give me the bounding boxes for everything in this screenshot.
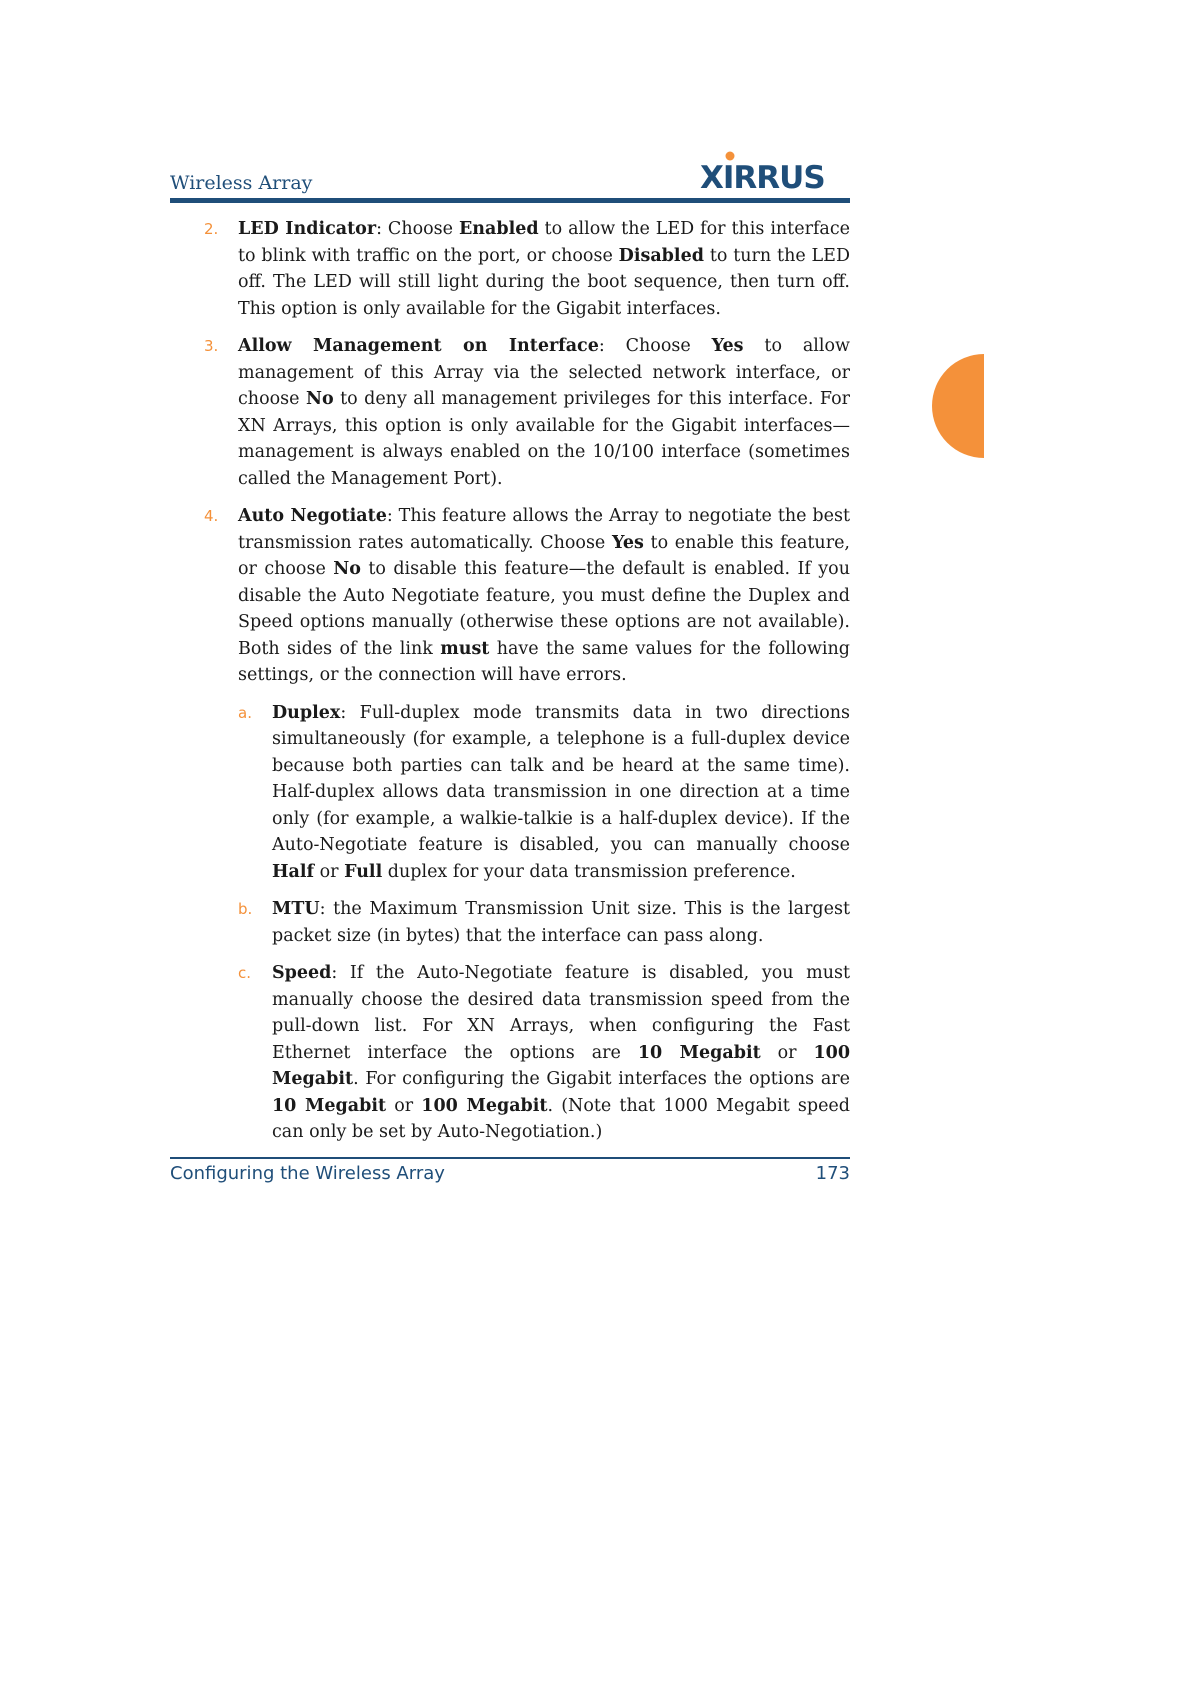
item-label: LED Indicator [238,219,377,239]
sub-item-letter: c. [238,964,252,982]
logo-text: XIRRUS [700,160,825,196]
sub-item-duplex: a. Duplex: Full-duplex mode transmits data in two directions simultaneously (for example, a telephone is a full-duplex device because both parties can talk and be heard at the same time). Half-duplex allows data transmission in one direction at a time only (for example, a walkie-talkie is a half-duplex device). If the Auto-Negotiate feature is disabled, you can manually choose Half or Full duplex for your data transmission preference. [170,700,850,886]
item-number: 4. [204,507,219,525]
item-label: Auto Negotiate [238,506,387,526]
item-label: Allow Management on Interface [238,336,599,356]
page-number: 173 [815,1163,850,1184]
list-item-allow-management: 3. Allow Management on Interface: Choose Yes to allow management of this Array via the selected network interface, or choose No to deny all management privileges for this interface. For XN Arrays, this option is only available for the Gigabit interfaces—management is always enabled on the 10/100 interface (sometimes called the Management Port). [170,333,850,492]
sub-item-letter: a. [238,703,252,722]
sub-item-label: MTU [272,899,320,919]
item-number: 2. [204,220,219,238]
list-item-led-indicator: 2. LED Indicator: Choose Enabled to allow the LED for this interface to blink with traffic on the port, or choose Disabled to turn the LED off. The LED will still light during the boot sequence, then turn off. This option is only available for the Gigabit interfaces. [170,216,850,322]
item-number: 3. [204,337,219,355]
header-rule [170,198,850,203]
chapter-tab-marker [932,354,984,458]
sub-item-label: Duplex [272,702,341,723]
xirrus-logo [700,150,850,196]
list-item-auto-negotiate: 4. Auto Negotiate: This feature allows the Array to negotiate the best transmission rates automatically. Choose Yes to enable this feature, or choose No to disable this feature—the default is enabled. If you disable the Auto Negotiate feature, you must define the Duplex and Speed options manually (otherwise these options are not available). Both sides of the link must have the same values for the following settings, or the connection will have errors. [170,503,850,689]
page-header-title: Wireless Array [170,172,313,194]
sub-item-letter: b. [238,900,253,918]
sub-item-label: Speed [272,963,332,983]
page-body [170,216,850,1157]
footer-chapter-title: Configuring the Wireless Array [170,1163,445,1184]
sub-item-speed: c. Speed: If the Auto-Negotiate feature is disabled, you must manually choose the desired data transmission speed from the pull-down list. For XN Arrays, when configuring the Fast Ethernet interface the options are 10 Megabit or 100 Megabit. For configuring the Gigabit interfaces the options are 10 Megabit or 100 Megabit. (Note that 1000 Megabit speed can only be set by Auto-Negotiation.) [170,960,850,1146]
footer-rule [170,1157,850,1159]
sub-item-mtu: b. MTU: the Maximum Transmission Unit size. This is the largest packet size (in bytes) that the interface can pass along. [170,896,850,949]
